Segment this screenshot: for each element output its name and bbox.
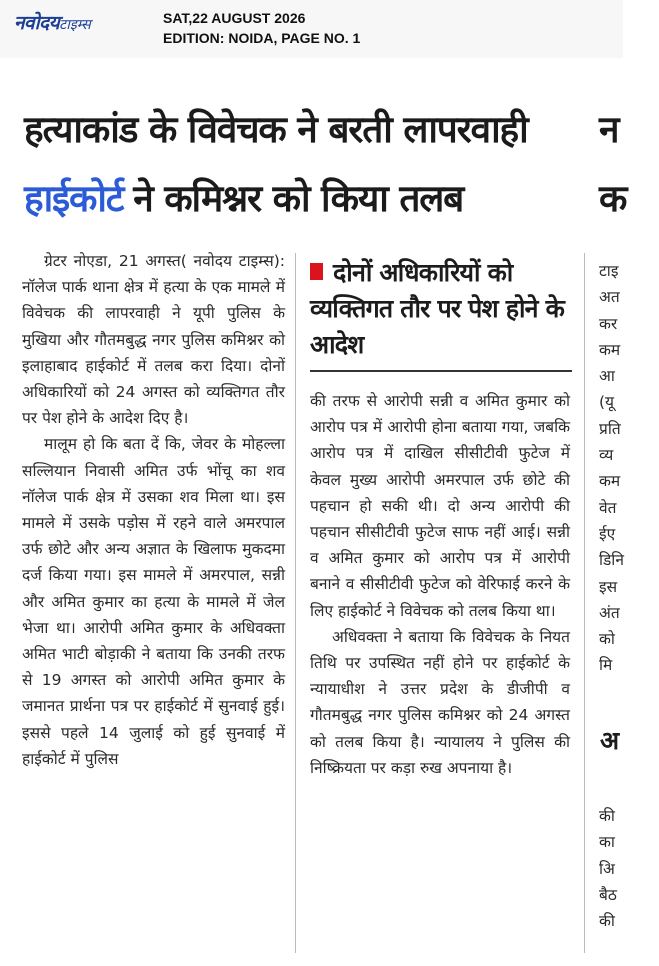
- adjacent-line: बैठ: [599, 885, 617, 904]
- masthead-bar: [0, 0, 623, 58]
- subheadline: [310, 255, 575, 363]
- logo-main: नवोदय: [14, 12, 60, 34]
- headline-line-2: [24, 171, 463, 222]
- adjacent-line: कर: [599, 314, 618, 333]
- article-column-1: [22, 248, 285, 772]
- adjacent-headline-1: न: [599, 108, 620, 151]
- edition-info: [163, 8, 360, 48]
- edition-page: EDITION: NOIDA, PAGE NO. 1: [163, 30, 361, 46]
- article-paragraph: अधिवक्ता ने बताया कि विवेचक के नियत तिथि पर उपस्थित नहीं होने पर हाईकोर्ट के न्यायाधीश ने उत्तर प्रदेश के डीजीपी व गौतमबुद्ध नगर पुलिस कमिश्नर को 24 अगस्त को तलब किया है। न्यायालय ने पुलिस की निष्क्रियता पर कड़ा रुख अपनाया है।: [310, 627, 570, 777]
- article-paragraph: ग्रेटर नोएडा, 21 अगस्त( नवोदय टाइम्स): नॉलेज पार्क थाना क्षेत्र में हत्या के एक मामले में विवेचक की लापरवाही ने यूपी पुलिस के मुखिया और गौतमबुद्ध नगर पुलिस कमिश्नर को इलाहाबाद हाईकोर्ट में तलब करा दिया। दोनों अधिकारियों को 24 अगस्त को व्यक्तिगत तौर पर पेश होने के आदेश दिए है।: [22, 252, 285, 428]
- subheadline-rule: [310, 370, 572, 372]
- newspaper-clipping: [0, 58, 628, 966]
- newspaper-logo: [14, 9, 91, 35]
- red-square-bullet-icon: [310, 263, 323, 280]
- adjacent-line: की: [599, 807, 615, 825]
- column-divider: [584, 253, 585, 953]
- adjacent-line: आ: [599, 367, 615, 386]
- adjacent-line: प्रति: [599, 419, 621, 438]
- headline-highlight: हाईकोर्ट: [24, 177, 124, 220]
- adjacent-line: (यू: [599, 393, 615, 412]
- adjacent-line: अत: [599, 288, 620, 307]
- logo-sub: टाइम्स: [59, 17, 91, 33]
- headline-rest: ने कमिश्नर को किया तलब: [133, 177, 464, 220]
- article-paragraph: की तरफ से आरोपी सन्नी व अमित कुमार को आरोप पत्र में आरोपी होना बताया गया, जबकि आरोप पत्र में दाखिल सीसीटीवी फुटेज में केवल मुख्य आरोपी अमरपाल उर्फ छोटे की पहचान हो सकी थी। दो अन्य आरोपी की पहचान सीसीटीवी फुटेज साफ नहीं आई। सन्नी व अमित कुमार को आरोप पत्र में आरोपी बनाने व सीसीटीवी फुटेज को वेरिफाई करने के लिए हाईकोर्ट ने विवेचक को तलब किया था।: [310, 392, 570, 620]
- adjacent-column-top: [599, 258, 659, 679]
- adjacent-subheadline: अ: [600, 726, 620, 755]
- adjacent-line: अंत: [599, 603, 620, 622]
- headline-line-1: हत्याकांड के विवेचक ने बरती लापरवाही: [24, 108, 528, 151]
- adjacent-line: को: [599, 630, 615, 649]
- column-divider: [295, 253, 296, 953]
- article-column-2: [310, 388, 570, 781]
- adjacent-headline-2: क: [599, 177, 628, 220]
- subheadline-text: दोनों अधिकारियों को व्यक्तिगत तौर पर पेश होने के आदेश: [310, 258, 565, 359]
- adjacent-line: डिनि: [599, 551, 624, 570]
- adjacent-line: इस: [599, 577, 618, 596]
- article-paragraph: मालूम हो कि बता दें कि, जेवर के मोहल्ला सल्लियान निवासी अमित उर्फ भोंचू का शव नॉलेज पार्क क्षेत्र में उसका शव मिला था। इस मामले में उसके पड़ोस में रहने वाले अमरपाल उर्फ छोटे और अन्य अज्ञात के खिलाफ मुकदमा दर्ज किया गया। इस मामले में अमरपाल, सन्नी और अमित कुमार का हत्या के मामले में जेल भेजा था। आरोपी अमित कुमार के अधिवक्ता अमित भाटी बोड़ाकी ने बताया कि उनकी तरफ से 19 अगस्त को आरोपी अमित कुमार के जमानत प्रार्थना पत्र पर हाईकोर्ट में सुनवाई हुई। इससे पहले 14 जुलाई को हुई सुनवाई में हाईकोर्ट में पुलिस: [22, 435, 285, 768]
- adjacent-line: मि: [599, 656, 613, 675]
- issue-date: SAT,22 AUGUST 2026: [163, 10, 306, 26]
- adjacent-line: अि: [599, 859, 615, 878]
- adjacent-line: व्य: [599, 446, 614, 465]
- adjacent-line: का: [599, 833, 615, 852]
- adjacent-line: ईए: [599, 524, 616, 543]
- adjacent-line: कम: [599, 340, 621, 359]
- adjacent-line: टाइ: [599, 262, 619, 280]
- adjacent-line: वेत: [599, 498, 617, 517]
- adjacent-line: की: [599, 912, 615, 931]
- adjacent-column-bottom: [599, 803, 659, 934]
- adjacent-line: कम: [599, 472, 621, 491]
